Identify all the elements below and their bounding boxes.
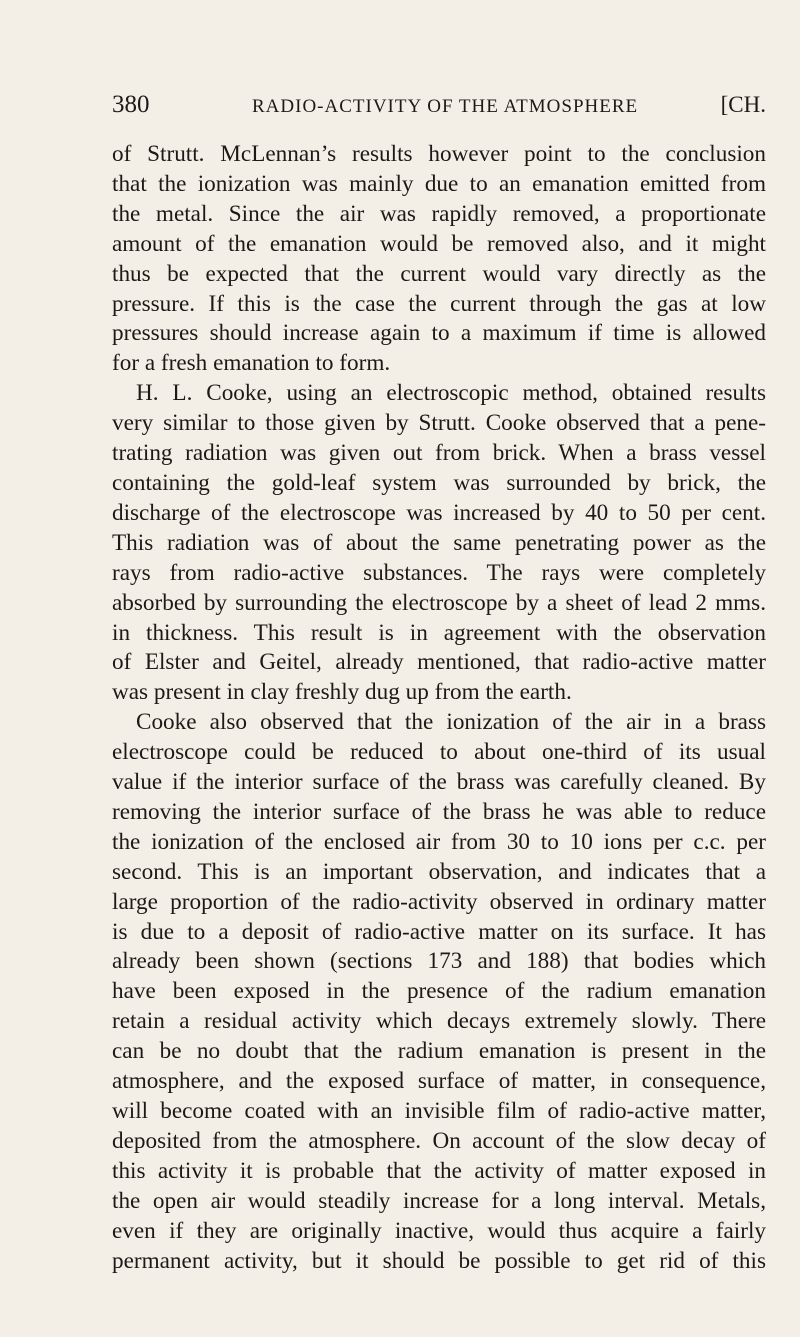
- chapter-mark: [CH.: [720, 92, 766, 117]
- text-line: rays from radio-active substances. The rays were completely: [112, 559, 766, 586]
- text-line: large proportion of the radio-activity observed in ordinary matter: [112, 888, 766, 915]
- text-line: very similar to those given by Strutt. Cooke observed that a pene-: [112, 410, 766, 437]
- text-line: for a fresh emanation to form.: [112, 350, 391, 377]
- text-line: pressure. If this is the case the current through the gas at low: [112, 290, 766, 317]
- text-line: retain a residual activity which decays extremely slowly. There: [112, 1008, 766, 1035]
- text-line: Cooke also observed that the ionization of the air in a brass: [136, 709, 766, 736]
- text-line: trating radiation was given out from brick. When a brass vessel: [112, 440, 766, 467]
- text-line: have been exposed in the presence of the radium emanation: [112, 978, 766, 1005]
- text-line: discharge of the electroscope was increased by 40 to 50 per cent.: [112, 499, 766, 526]
- text-line: the ionization of the enclosed air from 30 to 10 ions per c.c. per: [112, 828, 766, 855]
- text-line: already been shown (sections 173 and 188) that bodies which: [112, 948, 766, 975]
- text-line: in thickness. This result is in agreement with the observation: [112, 619, 766, 646]
- text-line: pressures should increase again to a maximum if time is allowed: [112, 320, 766, 347]
- text-line: containing the gold-leaf system was surrounded by brick, the: [112, 469, 766, 496]
- text-line: will become coated with an invisible film of radio-active matter,: [112, 1098, 766, 1124]
- text-line: the metal. Since the air was rapidly removed, a proportionate: [112, 200, 766, 227]
- text-line: even if they are originally inactive, would thus acquire a fairly: [112, 1217, 766, 1244]
- text-line: amount of the emanation would be removed also, and it might: [112, 230, 766, 257]
- page-header: [112, 90, 766, 122]
- page-number: 380: [112, 91, 150, 118]
- text-line: of Elster and Geitel, already mentioned, that radio-active matter: [112, 649, 766, 676]
- text-line: thus be expected that the current would vary directly as the: [112, 260, 766, 287]
- text-line: the open air would steadily increase for a long interval. Metals,: [112, 1187, 766, 1214]
- text-line: permanent activity, but it should be possible to get rid of this: [112, 1247, 766, 1274]
- text-line: atmosphere, and the exposed surface of matter, in consequence,: [112, 1068, 766, 1095]
- text-line: H. L. Cooke, using an electroscopic method, obtained results: [136, 380, 766, 407]
- text-line: This radiation was of about the same penetrating power as the: [112, 529, 766, 556]
- text-line: was present in clay freshly dug up from the earth.: [112, 679, 572, 706]
- body-text: [112, 140, 766, 1276]
- text-line: deposited from the atmosphere. On account of the slow decay of: [112, 1127, 766, 1154]
- text-line: second. This is an important observation, and indicates that a: [112, 858, 766, 885]
- text-line: removing the interior surface of the brass he was able to reduce: [112, 798, 766, 825]
- text-line: of Strutt. McLennan’s results however point to the conclusion: [112, 141, 766, 167]
- text-line: value if the interior surface of the brass was carefully cleaned. By: [112, 769, 766, 796]
- text-line: electroscope could be reduced to about one-third of its usual: [112, 739, 766, 766]
- text-line: can be no doubt that the radium emanation is present in the: [112, 1038, 766, 1065]
- text-line: this activity it is probable that the activity of matter exposed in: [112, 1157, 766, 1184]
- text-line: that the ionization was mainly due to an emanation emitted from: [112, 170, 766, 197]
- running-title: RADIO-ACTIVITY OF THE ATMOSPHERE: [252, 96, 639, 117]
- text-line: is due to a deposit of radio-active matter on its surface. It has: [112, 918, 766, 945]
- text-line: absorbed by surrounding the electroscope by a sheet of lead 2 mms.: [112, 589, 766, 616]
